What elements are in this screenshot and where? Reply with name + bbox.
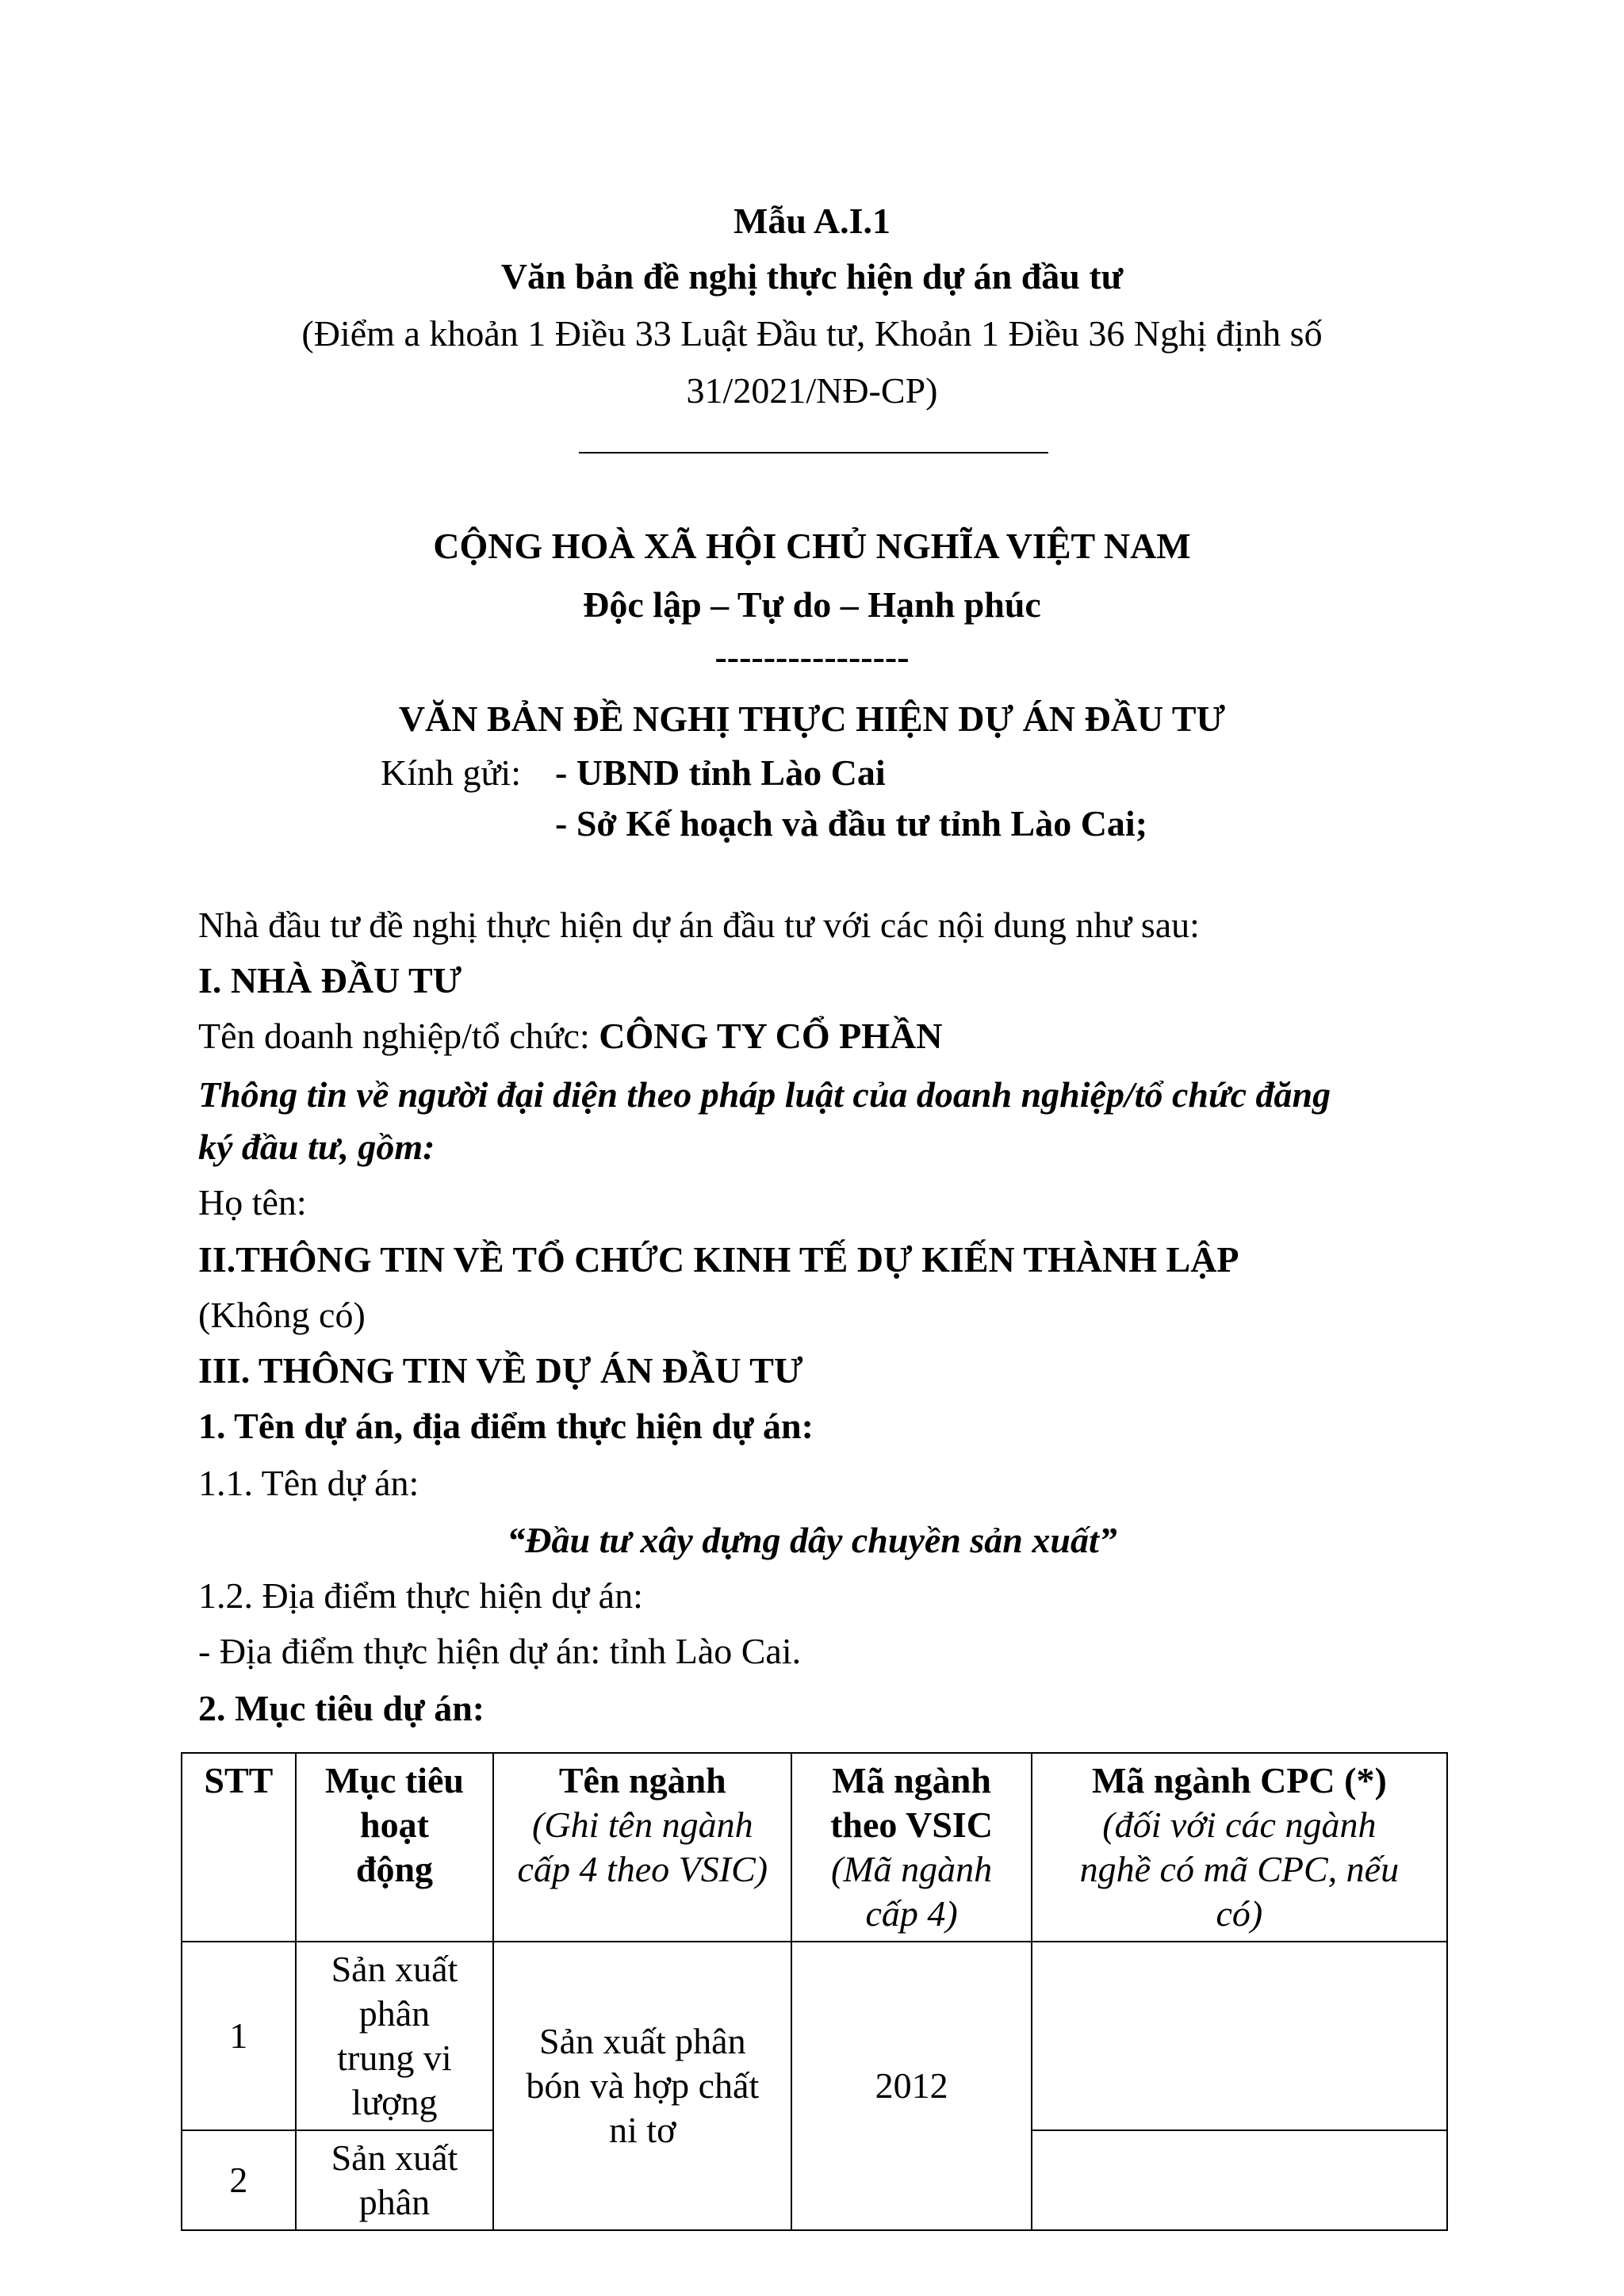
motto: Độc lập – Tự do – Hạnh phúc [583,584,1041,625]
header-industry-name [493,1753,791,1942]
row-1-stt: 1 [182,1942,296,2130]
form-code: Mẫu A.I.1 [733,201,891,241]
header-cpc-note-2: nghề có mã CPC, nếu [1079,1849,1400,1889]
header-name-label: Tên ngành [558,1760,726,1800]
header-name-note-1: (Ghi tên ngành [532,1804,753,1845]
row-1-goal-line-1: Sản xuất phân [331,1949,458,2034]
header-stt-label: STT [204,1760,274,1800]
recipient-item-1: - UBND tỉnh Lào Cai [555,752,886,793]
form-title: Văn bản đề nghị thực hiện dự án đầu tư [500,256,1124,297]
legal-basis-line-2: 31/2021/NĐ-CP) [686,370,938,411]
merged-vsic-code: 2012 [791,1942,1031,2230]
section-1-title: I. NHÀ ĐẦU TƯ [198,960,462,1001]
header-name-note-2: cấp 4 theo VSIC) [517,1849,768,1889]
section-3-title: III. THÔNG TIN VỀ DỰ ÁN ĐẦU TƯ [198,1350,803,1391]
row-2-stt: 2 [182,2130,296,2230]
header-code-line-2: theo VSIC [830,1804,994,1845]
header-goal-line-2: động [355,1849,434,1889]
intro-text: Nhà đầu tư đề nghị thực hiện dự án đầu tư với các nội dung như sau: [198,905,1200,945]
header-code-note-1: (Mã ngành [831,1849,993,1889]
row-2-cpc [1032,2130,1447,2230]
row-1-goal [296,1942,493,2130]
row-1-cpc [1032,1942,1447,2130]
recipient-item-2: - Sở Kế hoạch và đầu tư tỉnh Lào Cai; [555,803,1148,844]
item-1-title: 1. Tên dự án, địa điểm thực hiện dự án: [198,1406,814,1446]
item-1-2: 1.2. Địa điểm thực hiện dự án: [198,1575,643,1616]
header-vsic-code [791,1753,1031,1942]
industry-name-line-2: bón và hợp chất [526,2065,760,2106]
header-cpc-code [1032,1753,1447,1942]
section-2-value: (Không có) [198,1295,366,1335]
header-rule [579,452,1048,453]
table-row [182,1942,1447,2130]
document-title: VĂN BẢN ĐỀ NGHỊ THỰC HIỆN DỰ ÁN ĐẦU TƯ [398,698,1226,739]
project-location: - Địa điểm thực hiện dự án: tỉnh Lào Cai. [198,1631,802,1671]
goals-table [181,1752,1448,2231]
header-stt [182,1753,296,1942]
org-line [198,1015,942,1057]
org-label: Tên doanh nghiệp/tổ chức: [198,1016,599,1056]
table-header-row [182,1753,1447,1942]
nation-heading: CỘNG HOÀ XÃ HỘI CHỦ NGHĨA VIỆT NAM [433,526,1191,566]
rep-info-line-2: ký đầu tư, gồm: [198,1127,435,1167]
header-cpc-note-1: (đối với các ngành [1102,1804,1377,1845]
item-1-1: 1.1. Tên dự án: [198,1463,419,1503]
row-2-goal: Sản xuất phân [296,2130,493,2230]
rep-info-line-1: Thông tin về người đại diện theo pháp luật của doanh nghiệp/tổ chức đăng [198,1074,1331,1115]
header-goal-line-1: Mục tiêu hoạt [324,1760,464,1845]
item-2-title: 2. Mục tiêu dự án: [198,1688,485,1728]
legal-basis-line-1: (Điểm a khoản 1 Điều 33 Luật Đầu tư, Khoản 1 Điều 36 Nghị định số [301,313,1323,354]
header-code-line-1: Mã ngành [832,1760,991,1800]
row-1-goal-line-2: trung vi lượng [337,2038,452,2122]
header-code-note-2: cấp 4) [865,1893,958,1934]
industry-name-line-3: ni tơ [609,2110,676,2150]
recipient-label: Kính gửi: [381,752,521,793]
merged-industry-name [493,1942,791,2230]
header-cpc-label: Mã ngành CPC (*) [1091,1760,1387,1800]
section-2-title: II.THÔNG TIN VỀ TỔ CHỨC KINH TẾ DỰ KIẾN THÀNH LẬP [198,1239,1239,1280]
motto-separator: ---------------- [714,637,910,677]
header-cpc-note-3: có) [1216,1893,1263,1934]
name-label: Họ tên: [198,1182,307,1223]
org-value: CÔNG TY CỔ PHẦN [599,1016,943,1056]
industry-name-line-1: Sản xuất phân [538,2021,746,2061]
project-name: “Đầu tư xây dựng dây chuyền sản xuất” [507,1520,1117,1560]
header-goal [296,1753,493,1942]
